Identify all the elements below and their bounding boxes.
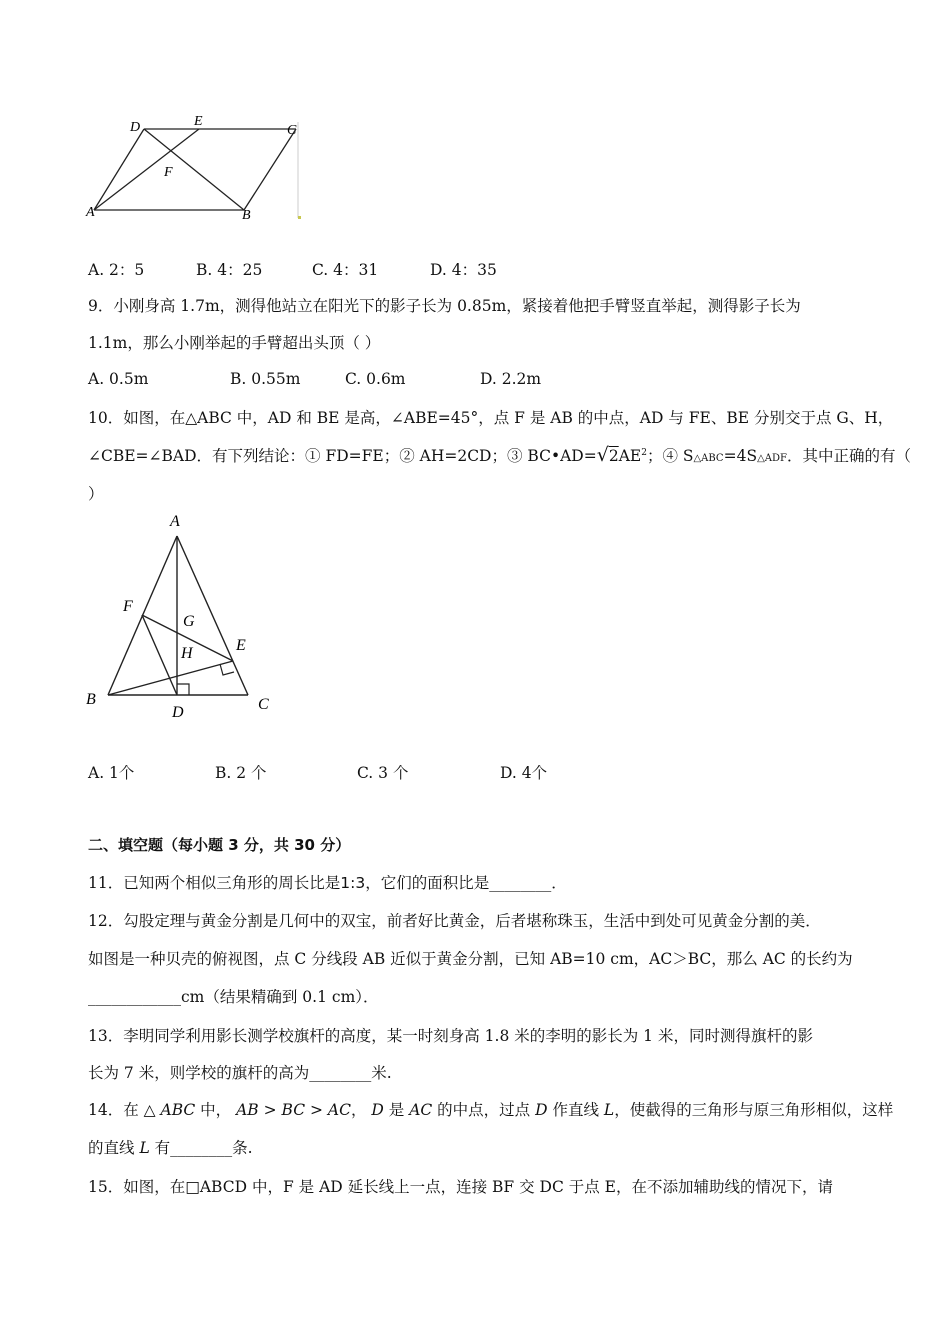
triangle-figure	[80, 508, 280, 723]
q10-option-c: C. 3 个	[357, 764, 409, 782]
q9-option-a: A. 0.5m	[88, 370, 149, 388]
label-b: B	[86, 691, 96, 708]
label-e: E	[194, 114, 203, 129]
q12-line-3: ____________cm（结果精确到 0.1 cm）．	[88, 988, 379, 1006]
label-a: A	[86, 205, 95, 220]
q12-line-1: 12．勾股定理与黄金分割是几何中的双宝，前者好比黄金，后者堪称珠玉，生活中到处可见黄金分割的美．	[88, 912, 821, 930]
label-d: D	[172, 704, 184, 721]
q9-option-c: C. 0.6m	[345, 370, 406, 388]
q12-line-2: 如图是一种贝壳的俯视图，点 C 分线段 AB 近似于黄金分割，已知 AB=10 cm，AC＞BC，那么 AC 的长约为	[88, 950, 853, 968]
section-2-title: 二、填空题（每小题 3 分，共 30 分）	[88, 836, 351, 854]
q13-line-1: 13．李明同学利用影长测学校旗杆的高度，某一时刻身高 1.8 米的李明的影长为 1 米，同时测得旗杆的影	[88, 1027, 813, 1045]
q9-line-1: 9．小刚身高 1.7m，测得他站立在阳光下的影子长为 0.85m，紧接着他把手臂竖直举起，测得影子长为	[88, 297, 801, 315]
parallelogram-figure	[84, 112, 314, 224]
q9-option-d: D. 2.2m	[480, 370, 542, 388]
label-d: D	[130, 120, 141, 135]
q8-option-d: D. 4：35	[430, 261, 497, 279]
label-a: A	[170, 513, 180, 530]
q8-option-c: C. 4：31	[312, 261, 379, 279]
label-c: C	[287, 123, 297, 138]
label-f: F	[123, 598, 133, 615]
q10-option-b: B. 2 个	[215, 764, 267, 782]
label-f: F	[164, 165, 173, 180]
q14-line-1: 14．在 △ ABC 中， AB > BC > AC， D 是 AC 的中点，过点 D 作直线 L，使截得的三角形与原三角形相似，这样	[88, 1101, 894, 1119]
label-g: G	[183, 613, 195, 630]
q10-option-a: A. 1个	[88, 764, 135, 782]
label-h: H	[181, 645, 193, 662]
label-b: B	[242, 208, 251, 223]
q14-line-2: 的直线 L 有________条.	[88, 1139, 253, 1157]
q10-line-3: ）	[88, 485, 104, 503]
q9-line-2: 1.1m，那么小刚举起的手臂超出头顶（ ）	[88, 334, 381, 352]
q13-line-2: 长为 7 米，则学校的旗杆的高为________米.	[88, 1064, 392, 1082]
q9-option-b: B. 0.55m	[230, 370, 301, 388]
label-e: E	[236, 637, 246, 654]
q11-line: 11．已知两个相似三角形的周长比是1:3，它们的面积比是________．	[88, 874, 567, 892]
label-c: C	[258, 696, 269, 713]
q10-line-1: 10．如图，在△ABC 中，AD 和 BE 是高，∠ABE=45°，点 F 是 AB 的中点，AD 与 FE、BE 分别交于点 G、H，	[88, 409, 894, 427]
q10-option-d: D. 4个	[500, 764, 548, 782]
q10-line-2: ∠CBE=∠BAD．有下列结论：① FD=FE；② AH=2CD；③ $BC•AD=√2AE^2$；④ S△ABC=4S△ADF．其中正确的有（	[88, 444, 911, 466]
q8-option-b: B. 4：25	[196, 261, 263, 279]
q8-option-a: A. 2：5	[88, 261, 145, 279]
q15-line-1: 15．如图，在□ABCD 中，F 是 AD 延长线上一点，连接 BF 交 DC 于点 E，在不添加辅助线的情况下，请	[88, 1178, 833, 1196]
